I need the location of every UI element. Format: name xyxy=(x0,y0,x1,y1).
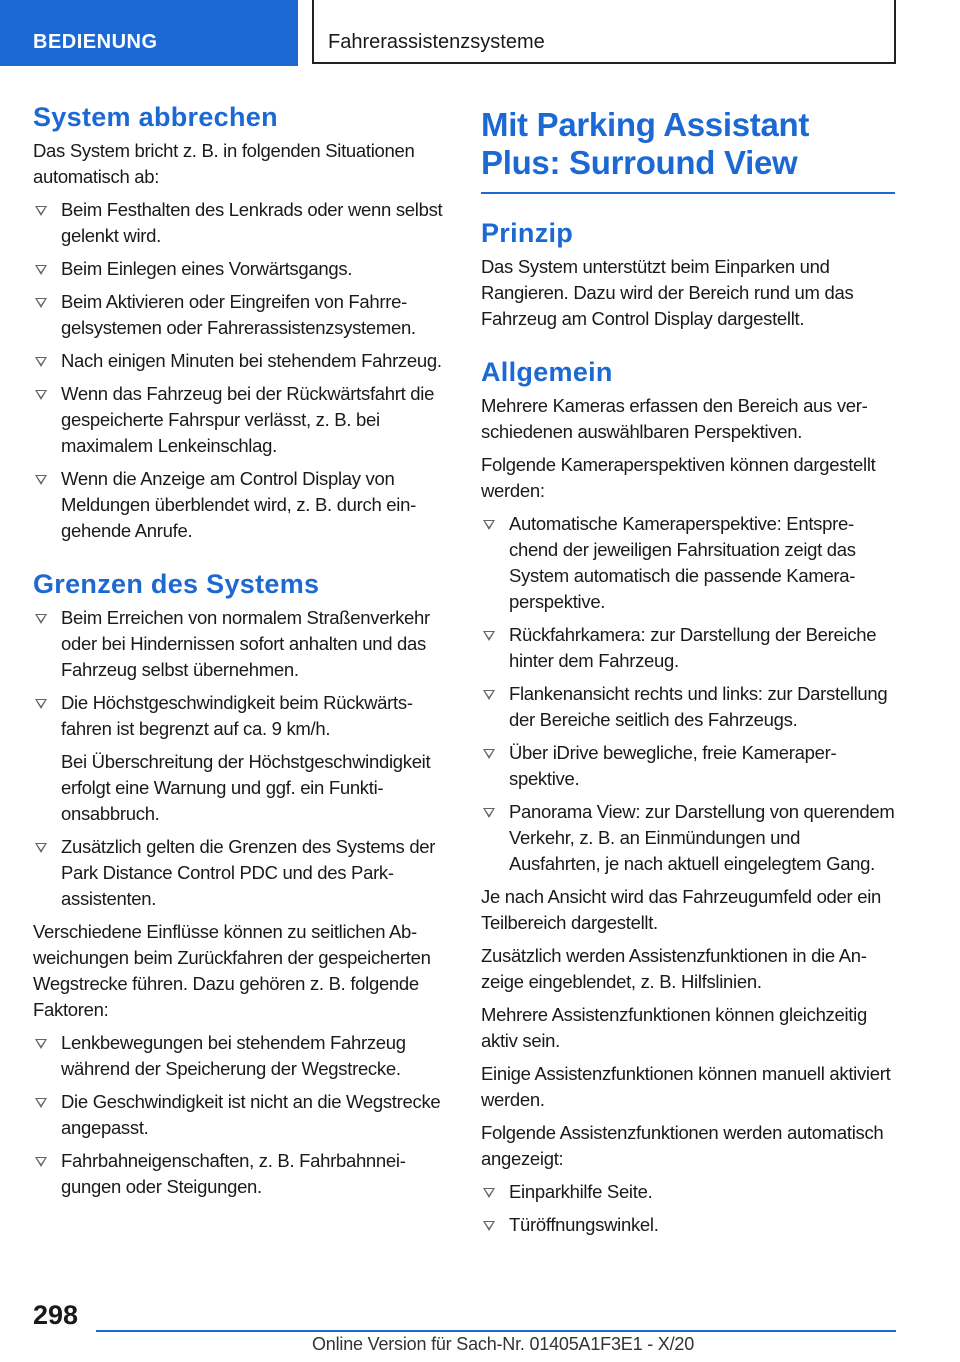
bullet-triangle-icon xyxy=(483,749,495,759)
heading-allgemein: Allgemein xyxy=(481,357,613,387)
list-item: Beim Festhalten des Lenkrads oder wenn selbst gelenkt wird. xyxy=(33,197,447,249)
paragraph-mehrere: Mehrere Assistenzfunktionen können gleichzeitig aktiv sein. xyxy=(481,1004,867,1051)
list-item: Lenkbewegungen bei stehendem Fahrzeug während der Speicherung der Wegstrecke. xyxy=(33,1030,447,1082)
section-tab xyxy=(0,0,298,66)
list-item: Flankenansicht rechts und links: zur Darstellung der Bereiche seitlich des Fahrzeugs. xyxy=(481,681,895,733)
list-item: Türöffnungswinkel. xyxy=(481,1212,895,1238)
list-item: Nach einigen Minuten bei stehendem Fahrzeug. xyxy=(33,348,447,374)
paragraph-allgemein-2: Folgende Kameraperspektiven können dargestellt werden: xyxy=(481,454,876,501)
paragraph-ansicht: Je nach Ansicht wird das Fahrzeugumfeld oder ein Teilbereich dargestellt. xyxy=(481,886,882,933)
list-perspektiven xyxy=(481,511,895,877)
heading-grenzen: Grenzen des Systems xyxy=(33,569,320,599)
bullet-triangle-icon xyxy=(35,614,47,624)
bullet-triangle-icon xyxy=(483,631,495,641)
list-item: Rückfahrkamera: zur Darstellung der Bereiche hinter dem Fahrzeug. xyxy=(481,622,895,674)
bullet-triangle-icon xyxy=(35,265,47,275)
bullet-triangle-icon xyxy=(35,206,47,216)
list-auto xyxy=(481,1179,895,1238)
paragraph-allgemein-1: Mehrere Kameras erfassen den Bereich aus verschiedenen auswählbaren Perspektiven. xyxy=(481,395,868,442)
left-column xyxy=(33,100,447,1207)
list-item: Wenn das Fahrzeug bei der Rückwärtsfahrt die gespeicherte Fahrspur verlässt, z. B. bei maximalem Lenkeinschlag. xyxy=(33,381,447,459)
list-item: Beim Einlegen eines Vorwärtsgangs. xyxy=(33,256,447,282)
heading-prinzip: Prinzip xyxy=(481,218,574,248)
bullet-triangle-icon xyxy=(483,1188,495,1198)
list-item: Beim Aktivieren oder Eingreifen von Fahrregelsystemen oder Fahrerassistenzsystemen. xyxy=(33,289,447,341)
footer-divider xyxy=(96,1330,896,1332)
list-item: Beim Erreichen von normalem Straßenverkehr oder bei Hindernissen sofort anhalten und das Fahrzeug selbst übernehmen. xyxy=(33,605,447,683)
list-item: Automatische Kameraperspektive: Entsprechend der jeweiligen Fahrsituation zeigt das System automatisch die passende Kameraperspektive. xyxy=(481,511,895,615)
bullet-triangle-icon xyxy=(35,475,47,485)
paragraph-zusatz: Zusätzlich werden Assistenzfunktionen in die Anzeige eingeblendet, z. B. Hilfslinien. xyxy=(481,945,867,992)
bullet-triangle-icon xyxy=(483,1221,495,1231)
bullet-triangle-icon xyxy=(35,699,47,709)
list-faktoren xyxy=(33,1030,447,1200)
paragraph-prinzip: Das System unterstützt beim Einparken und Rangieren. Dazu wird der Bereich rund um das Fahrzeug am Control Display dargestellt. xyxy=(481,256,854,329)
heading-surround-view: Mit Parking Assistant Plus: Surround View xyxy=(481,106,895,194)
list-item: Wenn die Anzeige am Control Display von Meldungen überblendet wird, z. B. durch eingehende Anrufe. xyxy=(33,466,447,544)
bullet-triangle-icon xyxy=(35,390,47,400)
list-grenzen xyxy=(33,605,447,912)
paragraph-einfluesse: Verschiedene Einflüsse können zu seitlichen Abweichungen beim Zurückfahren der gespeicherten Wegstrecke führen. Dazu gehören z. B. folgende Faktoren: xyxy=(33,921,431,1020)
section-label: BEDIENUNG xyxy=(33,31,158,53)
list-abbrechen xyxy=(33,197,447,544)
bullet-triangle-icon xyxy=(35,1157,47,1167)
bullet-triangle-icon xyxy=(35,298,47,308)
bullet-triangle-icon xyxy=(483,690,495,700)
bullet-triangle-icon xyxy=(483,808,495,818)
footer-online-version: Online Version für Sach-Nr. 01405A1F3E1 - X/20 xyxy=(312,1334,695,1354)
chapter-title-box xyxy=(312,0,896,64)
paragraph-einige: Einige Assistenzfunktionen können manuell aktiviert werden. xyxy=(481,1063,891,1110)
list-item: Die Höchstgeschwindigkeit beim Rückwärtsfahren ist begrenzt auf ca. 9 km/h. Bei Überschreitung der Höchstgeschwindigkeit erfolgt eine Warnung und ggf. ein Funktionsabbruch. xyxy=(33,690,447,827)
list-item: Die Geschwindigkeit ist nicht an die Wegstrecke angepasst. xyxy=(33,1089,447,1141)
list-item-continuation: Bei Überschreitung der Höchstgeschwindigkeit erfolgt eine Warnung und ggf. ein Funktionsabbruch. xyxy=(61,751,431,824)
page-header xyxy=(0,0,960,66)
paragraph-folgende: Folgende Assistenzfunktionen werden automatisch angezeigt: xyxy=(481,1122,884,1169)
list-item: Über iDrive bewegliche, freie Kameraperspektive. xyxy=(481,740,895,792)
list-item: Einparkhilfe Seite. xyxy=(481,1179,895,1205)
right-column xyxy=(481,100,895,1245)
bullet-triangle-icon xyxy=(483,520,495,530)
page-number: 298 xyxy=(33,1300,79,1330)
bullet-triangle-icon xyxy=(35,357,47,367)
list-item: Fahrbahneigenschaften, z. B. Fahrbahnneigungen oder Steigungen. xyxy=(33,1148,447,1200)
list-item: Panorama View: zur Darstellung von querendem Verkehr, z. B. an Einmündungen und Ausfahrten, je nach aktuell eingelegtem Gang. xyxy=(481,799,895,877)
bullet-triangle-icon xyxy=(35,1039,47,1049)
bullet-triangle-icon xyxy=(35,843,47,853)
list-item: Zusätzlich gelten die Grenzen des Systems der Park Distance Control PDC und des Parkassistenten. xyxy=(33,834,447,912)
bullet-triangle-icon xyxy=(35,1098,47,1108)
heading-system-abbrechen: System abbrechen xyxy=(33,102,278,132)
paragraph-abbrechen: Das System bricht z. B. in folgenden Situationen automatisch ab: xyxy=(33,140,415,187)
chapter-label: Fahrerassistenzsysteme xyxy=(328,31,545,53)
